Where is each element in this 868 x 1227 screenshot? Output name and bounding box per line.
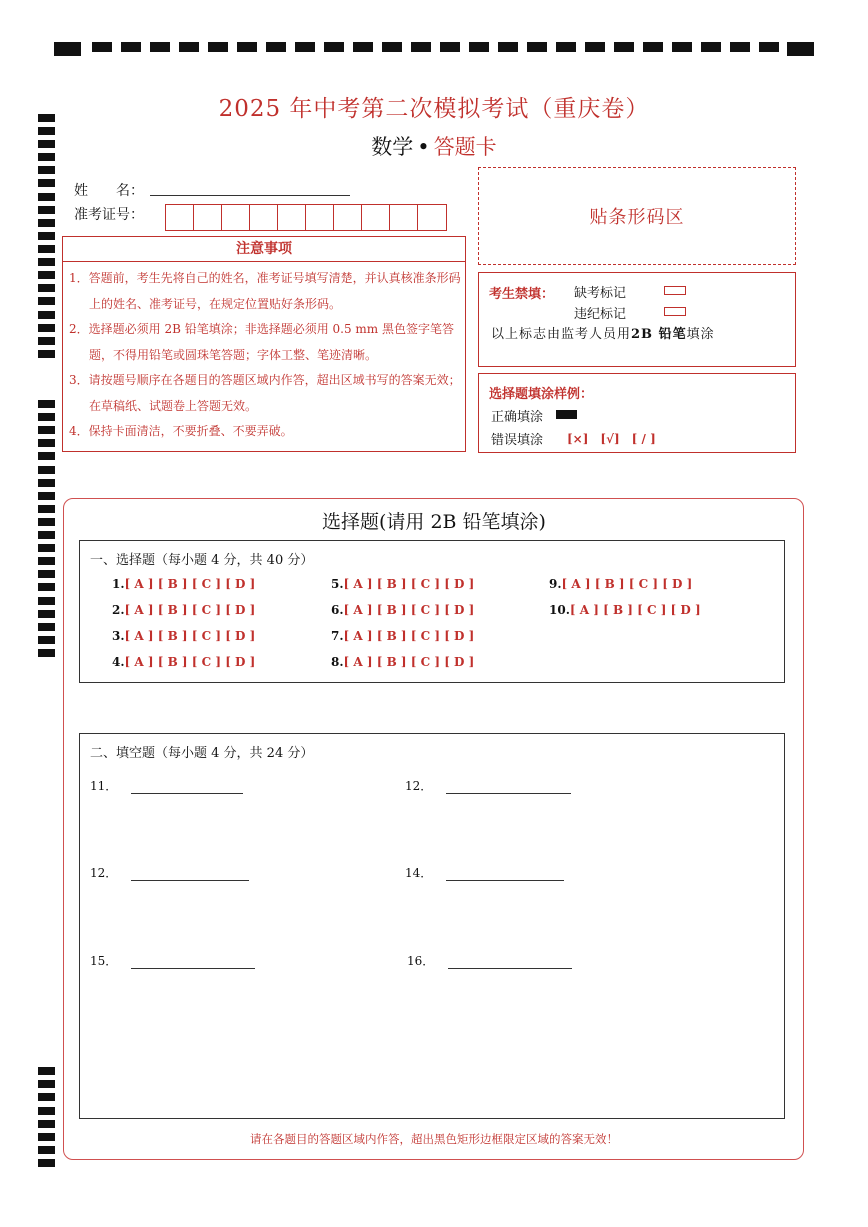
- fill-in-box: [79, 733, 785, 1119]
- notice-body: [62, 262, 466, 452]
- question-number: 3.: [112, 629, 125, 643]
- timing-mark: [121, 42, 141, 52]
- answer-options[interactable]: [ A ] [ B ] [ C ] [ D ]: [343, 603, 475, 617]
- timing-mark: [498, 42, 518, 52]
- question-number: 8.: [331, 655, 344, 669]
- timing-mark: [643, 42, 663, 52]
- fill-question-15[interactable]: [90, 952, 255, 969]
- id-digit-box[interactable]: [334, 205, 362, 230]
- timing-mark: [353, 42, 373, 52]
- timing-mark: [208, 42, 228, 52]
- timing-mark: [92, 42, 112, 52]
- question-number: 11．: [90, 779, 118, 793]
- id-digit-box[interactable]: [166, 205, 194, 230]
- answer-line[interactable]: [446, 868, 564, 881]
- fill-question-12[interactable]: [405, 777, 571, 794]
- answer-options[interactable]: [ A ] [ B ] [ C ] [ D ]: [343, 577, 475, 591]
- timing-mark: [38, 544, 55, 552]
- forbid-note-pre: 以上标志由监考人员用: [491, 327, 632, 342]
- timing-mark: [38, 179, 55, 187]
- timing-mark: [38, 1093, 55, 1101]
- fill-question-11[interactable]: [90, 777, 243, 794]
- timing-mark: [614, 42, 634, 52]
- answer-options[interactable]: [ A ] [ B ] [ C ] [ D ]: [569, 603, 701, 617]
- timing-mark: [38, 1107, 55, 1115]
- separator-dot: •: [417, 135, 430, 159]
- answer-line[interactable]: [446, 781, 571, 794]
- timing-mark: [179, 42, 199, 52]
- notice-item: 2．选择题必须用 2B 铅笔填涂；非选择题必须用 0.5 mm 黑色签字笔答题，不得用铅笔或圆珠笔答题；字体工整、笔迹清晰。: [69, 322, 455, 362]
- fill-sample-box: [478, 373, 796, 453]
- choice-question-8[interactable]: [331, 655, 474, 669]
- forbid-note-bold: 2B 铅笔: [631, 327, 687, 342]
- timing-mark: [38, 1080, 55, 1088]
- timing-mark: [38, 271, 55, 279]
- answer-options[interactable]: [ A ] [ B ] [ C ] [ D ]: [561, 577, 693, 591]
- timing-mark: [730, 42, 750, 52]
- notice-item: 3．请按题号顺序在各题目的答题区域内作答，超出区域书写的答案无效；在草稿纸、试题卷上答题无效。: [69, 373, 461, 413]
- answer-line[interactable]: [131, 956, 255, 969]
- answer-line[interactable]: [131, 781, 243, 794]
- answer-line[interactable]: [448, 956, 572, 969]
- choice-question-7[interactable]: [331, 629, 474, 643]
- answer-options[interactable]: [ A ] [ B ] [ C ] [ D ]: [124, 603, 256, 617]
- id-label: 准考证号：: [74, 207, 144, 223]
- fill-question-14[interactable]: [405, 864, 564, 881]
- choice-question-10[interactable]: [549, 603, 701, 617]
- timing-mark: [38, 452, 55, 460]
- notice-item: 1．答题前，考生先将自己的姓名，准考证号填写清楚，并认真核准条形码上的姓名、准考证号，在规定位置贴好条形码。: [69, 271, 461, 311]
- question-number: 7.: [331, 629, 344, 643]
- correct-fill-sample: [556, 410, 577, 419]
- wrong-label: 错误填涂: [491, 433, 544, 448]
- forbid-note: [491, 323, 715, 342]
- violation-mark-box[interactable]: [664, 307, 686, 316]
- timing-mark: [38, 413, 55, 421]
- question-number: 12．: [405, 779, 433, 793]
- answer-options[interactable]: [ A ] [ B ] [ C ] [ D ]: [124, 655, 256, 669]
- timing-mark: [38, 623, 55, 631]
- timing-mark: [38, 1146, 55, 1154]
- timing-mark: [38, 583, 55, 591]
- timing-mark: [324, 42, 344, 52]
- timing-mark: [38, 1159, 55, 1167]
- question-number: 10.: [549, 603, 570, 617]
- timing-mark: [38, 492, 55, 500]
- question-number: 1.: [112, 577, 125, 591]
- correct-label: 正确填涂: [491, 410, 544, 425]
- timing-mark: [38, 311, 55, 319]
- notice-item: 4．保持卡面清洁，不要折叠、不要弄破。: [69, 424, 293, 438]
- answer-options[interactable]: [ A ] [ B ] [ C ] [ D ]: [124, 629, 256, 643]
- exam-title: 2025 年中考第二次模拟考试（重庆卷）: [218, 96, 650, 122]
- answer-options[interactable]: [ A ] [ B ] [ C ] [ D ]: [343, 629, 475, 643]
- question-number: 4.: [112, 655, 125, 669]
- id-digit-box[interactable]: [278, 205, 306, 230]
- card-subtitle: [0, 131, 868, 161]
- choice-box: [79, 540, 785, 683]
- question-number: 15．: [90, 954, 118, 968]
- exam-id-boxes[interactable]: [165, 204, 447, 231]
- timing-mark: [38, 219, 55, 227]
- choice-question-1[interactable]: [112, 577, 255, 591]
- timing-mark: [38, 1120, 55, 1128]
- question-number: 5.: [331, 577, 344, 591]
- notice-title: 注意事项: [62, 236, 466, 262]
- timing-mark: [672, 42, 692, 52]
- choice-question-6[interactable]: [331, 603, 474, 617]
- timing-mark: [295, 42, 315, 52]
- timing-mark: [237, 42, 257, 52]
- question-number: 16．: [407, 954, 435, 968]
- timing-mark: [701, 42, 721, 52]
- timing-mark: [150, 42, 170, 52]
- id-digit-box[interactable]: [306, 205, 334, 230]
- timing-mark: [38, 193, 55, 201]
- barcode-area: [478, 167, 796, 265]
- timing-mark: [38, 557, 55, 565]
- id-digit-box[interactable]: [250, 205, 278, 230]
- subject-name: 数学: [371, 135, 414, 159]
- question-number: 12．: [90, 866, 118, 880]
- timing-mark: [38, 610, 55, 618]
- fill-question-13[interactable]: [90, 864, 249, 881]
- timing-mark: [38, 466, 55, 474]
- timing-mark: [38, 324, 55, 332]
- footer-warning: 请在各题目的答题区域内作答，超出黑色矩形边框限定区域的答案无效！: [250, 1132, 618, 1146]
- timing-mark: [38, 649, 55, 657]
- timing-mark: [38, 479, 55, 487]
- fill-question-16[interactable]: [407, 952, 572, 969]
- id-digit-box[interactable]: [222, 205, 250, 230]
- answer-line[interactable]: [131, 868, 249, 881]
- timing-mark: [54, 42, 81, 56]
- question-number: 2.: [112, 603, 125, 617]
- timing-mark: [38, 297, 55, 305]
- timing-mark: [38, 206, 55, 214]
- name-label: 姓 名：: [74, 183, 144, 199]
- name-input-line[interactable]: [150, 195, 350, 196]
- fill-in-heading: 二、填空题（每小题 4 分，共 24 分）: [90, 746, 314, 761]
- choice-question-5[interactable]: [331, 577, 474, 591]
- timing-mark: [469, 42, 489, 52]
- timing-mark: [38, 597, 55, 605]
- timing-mark: [266, 42, 286, 52]
- timing-mark: [556, 42, 576, 52]
- forbid-title: 考生禁填：: [489, 287, 555, 302]
- timing-mark: [38, 636, 55, 644]
- timing-mark: [38, 337, 55, 345]
- card-label: 答题卡: [433, 135, 497, 159]
- barcode-label: 贴条形码区: [589, 207, 685, 228]
- timing-mark: [38, 245, 55, 253]
- question-number: 14．: [405, 866, 433, 880]
- examiner-only-box: [478, 272, 796, 367]
- timing-mark: [38, 426, 55, 434]
- timing-mark: [787, 42, 814, 56]
- absent-label: 缺考标记: [574, 286, 627, 301]
- timing-mark: [38, 400, 55, 408]
- question-number: 9.: [549, 577, 562, 591]
- timing-mark: [759, 42, 779, 52]
- timing-mark: [38, 284, 55, 292]
- absent-mark-box[interactable]: [664, 286, 686, 295]
- timing-mark: [411, 42, 431, 52]
- timing-mark: [440, 42, 460, 52]
- forbid-note-post: 填涂: [686, 327, 715, 342]
- timing-mark: [38, 166, 55, 174]
- timing-mark: [38, 570, 55, 578]
- timing-mark: [38, 1067, 55, 1075]
- id-digit-box[interactable]: [194, 205, 222, 230]
- timing-mark: [585, 42, 605, 52]
- timing-mark: [527, 42, 547, 52]
- choice-question-3[interactable]: [112, 629, 255, 643]
- answer-options[interactable]: [ A ] [ B ] [ C ] [ D ]: [124, 577, 256, 591]
- answer-options[interactable]: [ A ] [ B ] [ C ] [ D ]: [343, 655, 475, 669]
- timing-mark: [382, 42, 402, 52]
- id-digit-box[interactable]: [362, 205, 390, 230]
- wrong-marks: [×] [√] [ / ]: [567, 432, 656, 446]
- timing-mark: [38, 258, 55, 266]
- violation-label: 违纪标记: [574, 307, 627, 322]
- sample-title: 选择题填涂样例：: [489, 387, 594, 402]
- choice-question-2[interactable]: [112, 603, 255, 617]
- choice-question-9[interactable]: [549, 577, 692, 591]
- timing-mark: [38, 439, 55, 447]
- timing-mark: [38, 350, 55, 358]
- timing-mark: [38, 232, 55, 240]
- id-digit-box[interactable]: [390, 205, 418, 230]
- choice-question-4[interactable]: [112, 655, 255, 669]
- id-digit-box[interactable]: [418, 205, 446, 230]
- question-number: 6.: [331, 603, 344, 617]
- choice-section-title: 选择题(请用 2B 铅笔填涂): [322, 511, 546, 533]
- choice-heading: 一、选择题（每小题 4 分，共 40 分）: [90, 553, 314, 568]
